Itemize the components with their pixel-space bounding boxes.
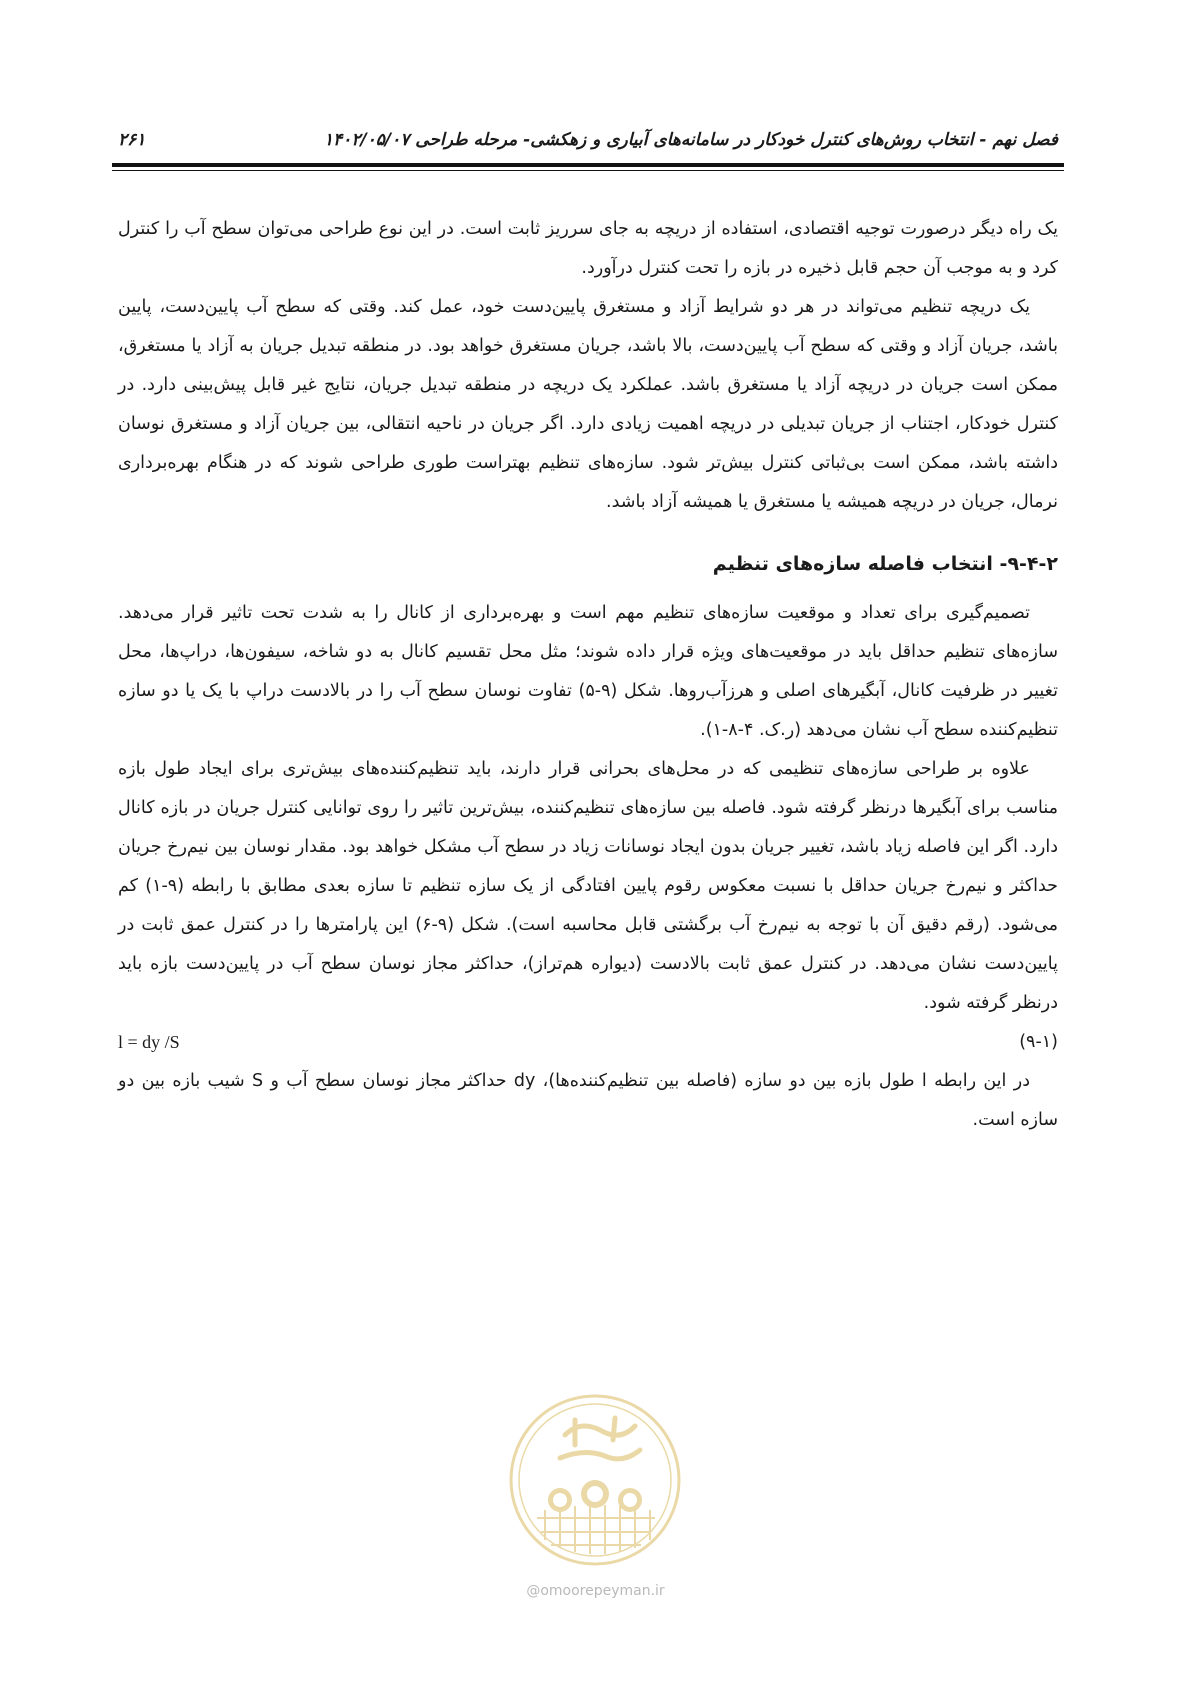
page-body xyxy=(118,210,1058,1140)
website-watermark: @omoorepeyman.ir xyxy=(526,1583,665,1599)
equation: l = dy /S xyxy=(118,1032,180,1052)
page-number: ۲۶۱ xyxy=(118,130,146,150)
paragraph-gate-flow-conditions: یک دریچه تنظیم می‌تواند در هر دو شرایط آزاد و مستغرق پایین‌دست خود، عمل کند. وقتی که سطح آب پایین‌دست، پایین باشد، جریان آزاد و وقتی که سطح آب پایین‌دست، بالا باشد، جریان مستغرق خواهد بود. در منطقه تبدیل جریان به آزاد یا مستغرق، ممکن است جریان در دریچه آزاد یا مستغرق باشد. عملکرد یک دریچه در منطقه تبدیل جریان، نتایج غیر قابل پیش‌بینی دارد. در کنترل خودکار، اجتناب از جریان تبدیلی در دریچه اهمیت زیادی دارد. اگر جریان در ناحیه انتقالی، بین جریان آزاد و مستغرق نوسان داشته باشد، ممکن است بی‌ثباتی کنترل بیش‌تر شود. سازه‌های تنظیم بهتراست طوری طراحی شوند که در هنگام بهره‌برداری نرمال، جریان در دریچه همیشه یا مستغرق یا همیشه آزاد باشد. xyxy=(118,297,1058,512)
page-header xyxy=(118,130,1058,156)
paragraph-structure-spacing: علاوه بر طراحی سازه‌های تنظیمی که در محل‌های بحرانی قرار دارند، باید تنظیم‌کننده‌های بیش‌تری برای ایجاد طول بازه مناسب برای آبگیرها درنظر گرفته شود. فاصله بین سازه‌های تنظیم‌کننده، بیش‌ترین تاثیر را روی توانایی کنترل جریان در بازه کانال دارد. اگر این فاصله زیاد باشد، تغییر جریان بدون ایجاد نوسانات زیاد در سطح آب مشکل خواهد بود. مقدار نوسان بین نیم‌رخ جریان حداکثر و نیم‌رخ جریان حداقل با نسبت معکوس رقوم پایین افتادگی از یک سازه تنظیم تا سازه بعدی مطابق با رابطه (۹-۱) کم می‌شود. (رقم دقیق آن با توجه به نیم‌رخ آب برگشتی قابل محاسبه است). شکل (۹-۶) این پارامترها را در کنترل عمق ثابت در پایین‌دست نشان می‌دهد. در کنترل عمق ثابت بالادست (دیواره هم‌تراز)، حداکثر مجاز نوسان سطح آب در پایین‌دست بازه باید درنظر گرفته شود. xyxy=(118,759,1058,1013)
section-heading: ۹-۴-۲- انتخاب فاصله سازه‌های تنظیم xyxy=(712,553,1058,575)
paragraph-equation-explanation: در این رابطه l طول بازه بین دو سازه (فاصله بین تنظیم‌کننده‌ها)، dy حداکثر مجاز نوسان سطح آب و S شیب بازه بین دو سازه است. xyxy=(118,1071,1058,1130)
publisher-logo-icon xyxy=(505,1390,685,1570)
header-rule-thin xyxy=(112,170,1064,171)
header-rule-thick xyxy=(112,163,1064,167)
equation-number: (۹-۱) xyxy=(1019,1032,1058,1052)
paragraph-gate-alternative: یک راه دیگر درصورت توجیه اقتصادی، استفاده از دریچه به جای سرریز ثابت است. در این نوع طراحی می‌توان سطح آب را کنترل کرد و به موجب آن حجم قابل ذخیره در بازه را تحت کنترل درآورد. xyxy=(118,219,1058,278)
running-title: فصل نهم - انتخاب روش‌های کنترل خودکار در سامانه‌های آبیاری و زهکشی- مرحله طراحی ۱۴۰۲/۰۵/۰۷ xyxy=(323,130,1058,150)
paragraph-structure-location: تصمیم‌گیری برای تعداد و موقعیت سازه‌های تنظیم مهم است و بهره‌برداری از کانال را به شدت تحت تاثیر قرار می‌دهد. سازه‌های تنظیم حداقل باید در موقعیت‌های ویژه قرار داده شوند؛ مثل محل تقسیم کانال به دو شاخه، سیفون‌ها، دراپ‌ها، محل تغییر در ظرفیت کانال، آبگیرهای اصلی و هرزآب‌روها. شکل (۹-۵) تفاوت نوسان سطح آب را در بالادست دراپ با یک یا دو سازه تنظیم‌کننده سطح آب نشان می‌دهد (ر.ک. ۴-۸-۱). xyxy=(118,603,1058,740)
equation-block xyxy=(118,1023,1058,1062)
